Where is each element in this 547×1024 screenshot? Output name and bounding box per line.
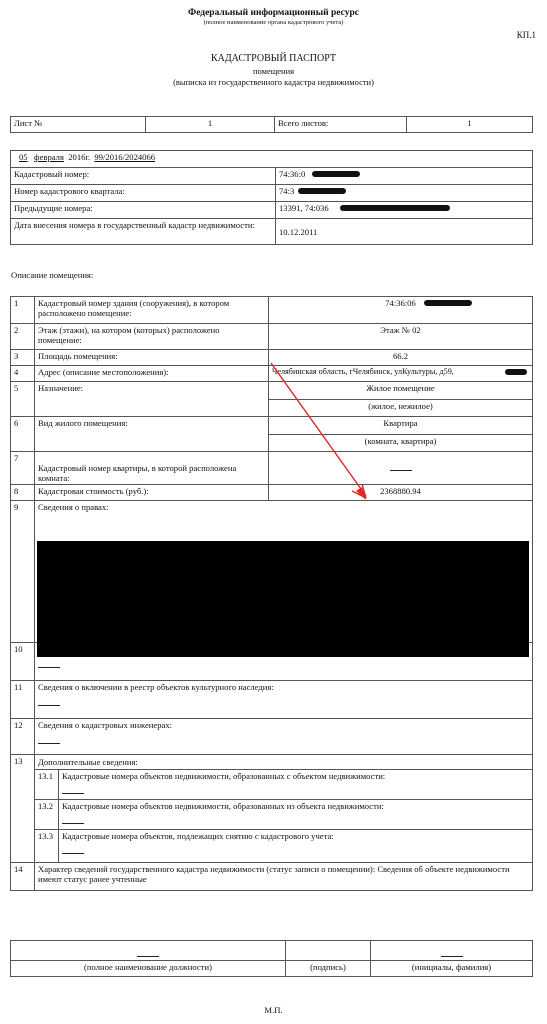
row-number: 8 — [11, 485, 35, 501]
prev-value: 13391, 74:036 — [279, 203, 329, 213]
row-number: 11 — [11, 681, 35, 719]
row-value: Квартира — [269, 417, 533, 435]
row-label: Площадь помещения: — [35, 350, 269, 366]
row-number: 3 — [11, 350, 35, 366]
initials-cell — [371, 941, 533, 961]
doc-number: 99/2016/2024066 — [94, 152, 156, 162]
stamp-place: М.П. — [264, 1005, 283, 1015]
row-value: Жилое помещение — [269, 382, 533, 400]
quarter-label: Номер кадастрового квартала: — [11, 185, 276, 202]
signature-hint: (подпись) — [286, 961, 371, 977]
row-value: 66.2 — [269, 350, 533, 366]
row-number: 7 — [11, 452, 35, 485]
row-number: 13.1 — [35, 770, 59, 800]
row-number: 14 — [11, 863, 35, 891]
date-entry-value: 10.12.2011 — [276, 219, 533, 245]
empty-dash — [137, 951, 159, 957]
row-label: Кадастровые номера объектов, подлежащих снятию с кадастрового учета: — [59, 830, 533, 862]
row-number: 13.2 — [35, 800, 59, 830]
row-label: Кадастровые номера объектов недвижимости, образованных с объектом недвижимости: — [59, 770, 533, 800]
position-hint: (полное наименование должности) — [11, 961, 286, 977]
row-number: 6 — [11, 417, 35, 452]
date-year: 2016г. — [68, 152, 91, 162]
row-label: Кадастровый номер здания (сооружения), в котором расположено помещение: — [35, 297, 269, 324]
row-number: 13 — [11, 755, 35, 863]
row-label: Этаж (этажи), на котором (которых) расположено помещение: — [35, 324, 269, 350]
row-label: Дополнительные сведения: — [38, 757, 138, 767]
description-title: Описание помещения: — [11, 270, 94, 280]
row-value: Этаж № 02 — [269, 324, 533, 350]
position-cell — [11, 941, 286, 961]
row-number: 12 — [11, 719, 35, 755]
doc-title: КАДАСТРОВЫЙ ПАСПОРТ — [210, 53, 337, 64]
quarter-value: 74:3 — [279, 186, 295, 196]
row-value: Челябинская область, гЧелябинск, улКультуры, д59, — [269, 366, 533, 382]
total-number: 1 — [407, 117, 533, 133]
cad-num-label: Кадастровый номер: — [11, 168, 276, 185]
row-value: 2368880.94 — [269, 485, 533, 501]
row-hint: (комната, квартира) — [269, 435, 533, 452]
total-label: Всего листов: — [275, 117, 407, 133]
sheet-label: Лист № — [11, 117, 146, 133]
row-hint: (жилое, нежилое) — [269, 400, 533, 417]
org-sub: (полное наименование органа кадастрового учета) — [203, 19, 344, 26]
row-label: Сведения о правах: — [38, 502, 109, 512]
row-number: 13.3 — [35, 830, 59, 862]
row-label: Сведения о включении в реестр объектов культурного наследия: — [35, 681, 533, 719]
signature-table — [10, 940, 533, 977]
doc-subtitle2: (выписка из государственного кадастра недвижимости) — [173, 77, 374, 87]
row-label: Кадастровые номера объектов недвижимости, образованных из объекта недвижимости: — [59, 800, 533, 830]
date-entry-label: Дата внесения номера в государственный кадастр недвижимости: — [11, 219, 276, 245]
signature-cell — [286, 941, 371, 961]
row-number: 4 — [11, 366, 35, 382]
row-label: Вид жилого помещения: — [35, 417, 269, 452]
row-label: Кадастровый номер квартиры, в которой расположена комната: — [35, 452, 269, 485]
form-code: КП.1 — [516, 30, 536, 40]
row-number: 9 — [11, 501, 35, 643]
row-number: 10 — [11, 643, 35, 681]
row-label: Сведения о кадастровых инженерах: — [35, 719, 533, 755]
row-value: 74:36:06 — [269, 297, 533, 324]
doc-subtitle: помещения — [252, 66, 295, 76]
row-number: 1 — [11, 297, 35, 324]
date-day: 05 — [19, 152, 28, 162]
row-label: Адрес (описание местоположения): — [35, 366, 269, 382]
row-number: 2 — [11, 324, 35, 350]
prev-label: Предыдущие номера: — [11, 202, 276, 219]
date-month: февраля — [34, 152, 64, 162]
org-name: Федеральный информационный ресурс — [188, 8, 359, 18]
row-label: Характер сведений государственного кадастра недвижимости (статус записи о помещении): Сведения об объекте недвижимости имеют статус ранее учтенные — [35, 863, 533, 891]
cad-num-value: 74:36:0 — [279, 169, 306, 179]
empty-dash — [441, 951, 463, 957]
sheet-number: 1 — [146, 117, 275, 133]
row-number: 5 — [11, 382, 35, 417]
initials-hint: (инициалы, фамилия) — [371, 961, 533, 977]
row-label: Кадастровая стоимость (руб.): — [35, 485, 269, 501]
row-label: Назначение: — [35, 382, 269, 417]
